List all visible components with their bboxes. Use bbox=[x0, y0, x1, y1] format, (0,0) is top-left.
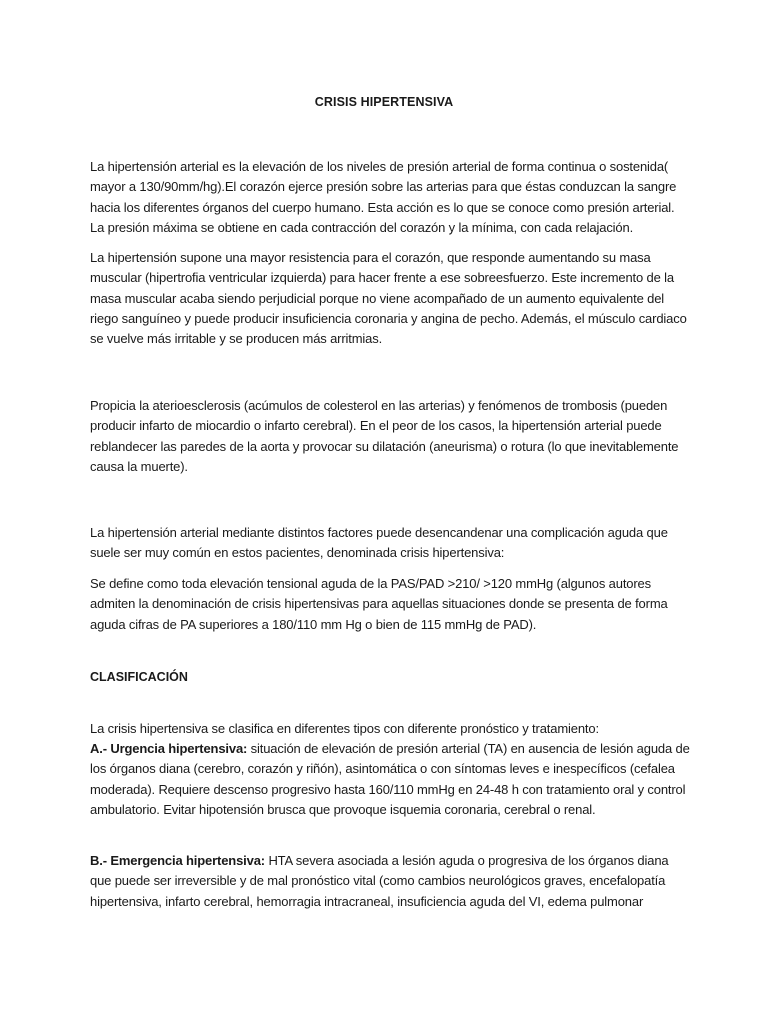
document-title: CRISIS HIPERTENSIVA bbox=[314, 95, 454, 109]
paragraph-crisis-definition: Se define como toda elevación tensional aguda de la PAS/PAD >210/ >120 mmHg (algunos autores admiten la denominación de crisis hipertensivas para aquellas situaciones donde se presenta de forma aguda cifras de PA superiores a 180/110 mm Hg o bien de 115 mmHg de PAD). bbox=[90, 576, 668, 632]
classification-item-lead: A.- Urgencia hipertensiva: bbox=[90, 741, 248, 756]
classification-item-text: HTA severa asociada a lesión aguda o progresiva de los órganos diana que puede ser irreversible y de mal pronóstico vital (como cambios neurológicos graves, encefalopatía hipertensiva, infarto cerebral, hemorragia intracraneal, insuficiencia aguda del VI, edema pulmonar bbox=[90, 853, 669, 909]
classification-item-lead: B.- Emergencia hipertensiva: bbox=[90, 853, 265, 868]
classification-item-emergency bbox=[90, 851, 690, 912]
classification-intro: La crisis hipertensiva se clasifica en diferentes tipos con diferente pronóstico y tratamiento: bbox=[90, 721, 599, 736]
paragraph-atherosclerosis: Propicia la aterioesclerosis (acúmulos de colesterol en las arterias) y fenómenos de trombosis (pueden producir infarto de miocardio o infarto cerebral). En el peor de los casos, la hipertensión arterial puede reblandecer las paredes de la aorta y provocar su dilatación (aneurisma) o rotura (lo que inevitablemente causa la muerte). bbox=[90, 398, 679, 474]
classification-item-text: situación de elevación de presión arterial (TA) en ausencia de lesión aguda de los órganos diana (cerebro, corazón y riñón), asintomática o con síntomas leves e inespecíficos (cefalea moderada). Requiere descenso progresivo hasta 160/110 mmHg en 24-48 h con tratamiento oral y control ambulatorio. Evitar hipotensión brusca que provoque isquemia coronaria, cerebral o renal. bbox=[90, 741, 690, 817]
paragraph-cardiac-effects: La hipertensión supone una mayor resistencia para el corazón, que responde aumentando su masa muscular (hipertrofia ventricular izquierda) para hacer frente a ese sobreesfuerzo. Este incremento de la masa muscular acaba siendo perjudicial porque no viene acompañado de un aumento equivalente del riego sanguíneo y puede producir insuficiencia coronaria y angina de pecho. Además, el músculo cardiaco se vuelve más irritable y se producen más arritmias. bbox=[90, 250, 687, 347]
section-heading-classification: CLASIFICACIÓN bbox=[90, 670, 188, 684]
paragraph-definition: La hipertensión arterial es la elevación de los niveles de presión arterial de forma continua o sostenida( mayor a 130/90mm/hg).El corazón ejerce presión sobre las arterias para que éstas conduzcan la sangre hacia los diferentes órganos del cuerpo humano. Esta acción es lo que se conoce como presión arterial. La presión máxima se obtiene en cada contracción del corazón y la mínima, con cada relajación. bbox=[90, 159, 677, 235]
classification-item-urgency bbox=[90, 739, 690, 820]
paragraph-complication: La hipertensión arterial mediante distintos factores puede desencandenar una complicación aguda que suele ser muy común en estos pacientes, denominada crisis hipertensiva: bbox=[90, 525, 668, 561]
